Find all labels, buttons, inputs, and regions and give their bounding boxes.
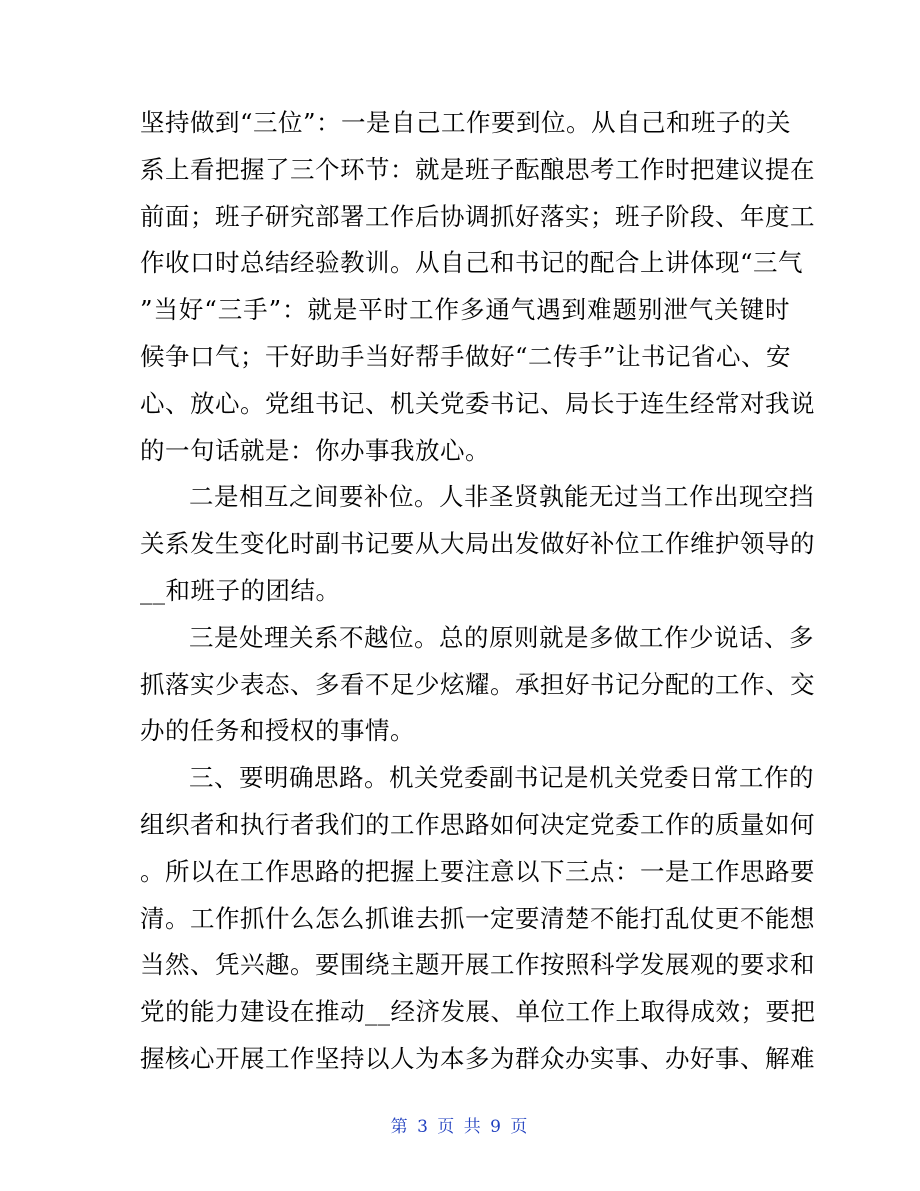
paragraph-start-line: 二是相互之间要补位。人非圣贤孰能无过当工作出现空挡 — [189, 482, 814, 512]
text-line: 心、放心。党组书记、机关党委书记、局长于连生经常对我说 — [140, 388, 815, 418]
text-line: ”当好“三手”：就是平时工作多通气遇到难题别泄气关键时 — [140, 295, 790, 325]
text-line: 办的任务和授权的事情。 — [140, 716, 415, 746]
text-line: 的一句话就是：你办事我放心。 — [140, 435, 490, 465]
text-line: 清。工作抓什么怎么抓谁去抓一定要清楚不能打乱仗更不能想 — [140, 903, 815, 933]
paragraph-start-line: 三是处理关系不越位。总的原则就是多做工作少说话、多 — [189, 622, 814, 652]
text-line: 系上看把握了三个环节：就是班子酝酿思考工作时把建议提在 — [140, 154, 815, 184]
text-line: 抓落实少表态、多看不足少炫耀。承担好书记分配的工作、交 — [140, 669, 815, 699]
text-line: 候争口气；干好助手当好帮手做好“二传手”让书记省心、安 — [140, 341, 792, 371]
paragraph-start-line: 三、要明确思路。机关党委副书记是机关党委日常工作的 — [189, 763, 814, 793]
text-line: 当然、凭兴趣。要围绕主题开展工作按照科学发展观的要求和 — [140, 950, 815, 980]
text-line: 党的能力建设在推动__经济发展、单位工作上取得成效；要把 — [140, 997, 816, 1027]
text-line: __和班子的团结。 — [140, 575, 341, 605]
text-line: 组织者和执行者我们的工作思路如何决定党委工作的质量如何 — [140, 809, 815, 839]
text-line: 握核心开展工作坚持以人为本多为群众办实事、办好事、解难 — [140, 1043, 815, 1073]
text-line: 作收口时总结经验教训。从自己和书记的配合上讲体现“三气 — [140, 248, 804, 278]
text-line: 。所以在工作思路的把握上要注意以下三点：一是工作思路要 — [140, 856, 815, 886]
document-body — [140, 100, 816, 1083]
page-number-footer: 第 3 页 共 9 页 — [390, 1117, 530, 1137]
text-line: 前面；班子研究部署工作后协调抓好落实；班子阶段、年度工 — [140, 201, 815, 231]
text-line: 坚持做到“三位”：一是自己工作要到位。从自己和班子的关 — [140, 108, 792, 137]
text-line: 关系发生变化时副书记要从大局出发做好补位工作维护领导的 — [140, 529, 815, 559]
